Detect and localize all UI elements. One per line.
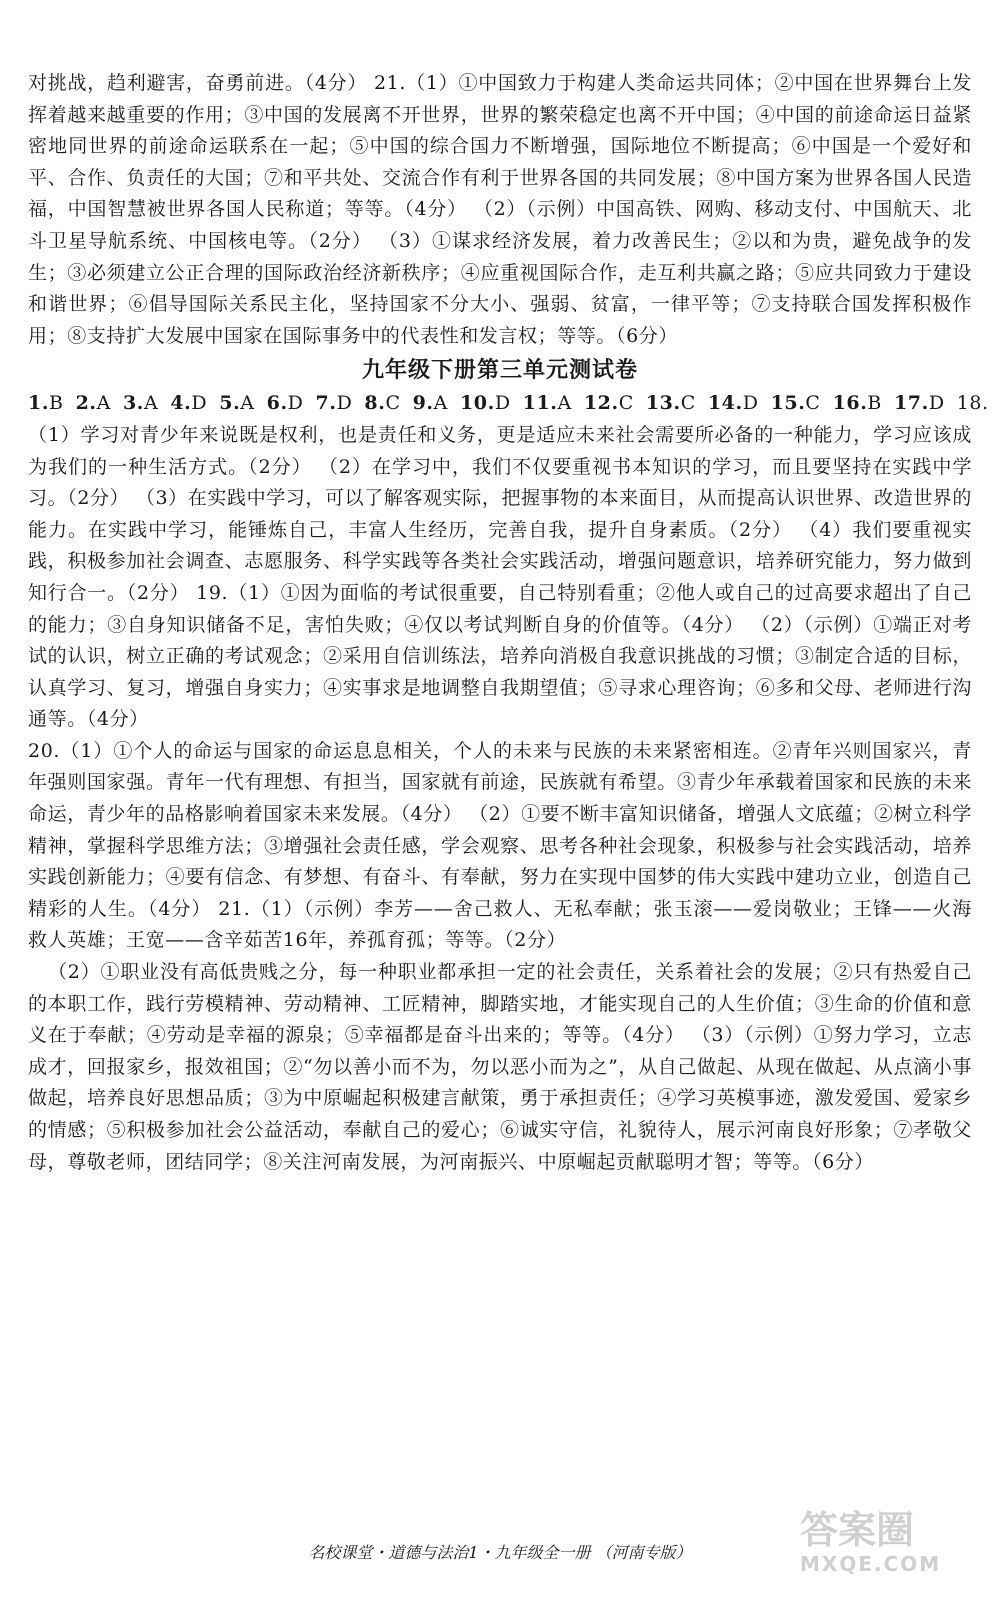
mc-question-number: 2. xyxy=(75,392,97,415)
mc-answer xyxy=(894,392,945,414)
mc-answer xyxy=(708,392,759,414)
mc-answer xyxy=(646,392,696,414)
mc-question-number: 14. xyxy=(707,392,743,415)
mc-question-number: 1. xyxy=(28,392,50,415)
mc-question-number: 10. xyxy=(459,392,495,415)
mc-answer-letter: D xyxy=(928,392,945,415)
section-title: 九年级下册第三单元测试卷 xyxy=(361,358,638,384)
mc-question-number: 13. xyxy=(645,392,681,415)
mc-question-number: 11. xyxy=(522,392,558,415)
mc-answer xyxy=(219,392,254,414)
mc-answer xyxy=(413,392,448,414)
mc-question-number: 4. xyxy=(170,392,192,415)
mc-answer xyxy=(316,392,353,414)
mc-question-number: 8. xyxy=(364,392,386,415)
page-footer: 名校课堂・道德与法治1・九年级全一册 （河南专版） xyxy=(308,1543,692,1562)
mc-answer-letter: D xyxy=(191,392,208,415)
mc-question-number: 7. xyxy=(315,392,337,415)
mc-question-number: 16. xyxy=(832,392,868,415)
mc-answer-letter: A xyxy=(96,392,111,415)
mc-answer-letter: C xyxy=(618,392,634,415)
answer-block-q21-part2-3: （2）①职业没有高低贵贱之分，每一种职业都承担一定的社会责任，关系着社会的发展；②只有热爱自己的本职工作，践行劳模精神、劳动精神、工匠精神，脚踏实地，才能实现自己的人生价值；③生命的价值和意义在于奉献；④劳动是幸福的源泉；⑤幸福都是奋斗出来的；等等。（4分） （3）（示例）①努力学习，立志成才，回报家乡，报效祖国；②“勿以善小而不为，勿以恶小而为之”，从自己做起、从现在做起、从点滴小事做起，培养良好思想品质；③为中原崛起积极建言献策，勇于承担责任；④学习英模事迹，激发爱国、爱家乡的情感；⑤积极参加社会公益活动，奉献自己的爱心；⑥诚实守信，礼貌待人，展示河南良好形象；⑦孝敬父母，尊敬老师，团结同学；⑧关注河南发展，为河南振兴、中原崛起贡献聪明才智；等等。（6分） xyxy=(28,961,972,1173)
mc-answer-letter: A xyxy=(144,392,159,415)
mc-answer xyxy=(771,392,821,414)
mc-answer-letter: B xyxy=(867,392,882,415)
mc-answer xyxy=(364,392,400,414)
answer-block-q21-continued: 对挑战，趋利避害，奋勇前进。（4分） 21.（1）①中国致力于构建人类命运共同体；②中国在世界舞台上发挥着越来越重要的作用；③中国的发展离不开世界，世界的繁荣稳定也离不开中国；④中国的前途命运日益紧密地同世界的前途命运联系在一起；⑤中国的综合国力不断增强，国际地位不断提高；⑥中国是一个爱好和平、合作、负责任的大国；⑦和平共处、交流合作有利于世界各国的共同发展；⑧中国方案为世界各国人民造福，中国智慧被世界各国人民称道；等等。（4分） （2）（示例）中国高铁、网购、移动支付、中国航天、北斗卫星导航系统、中国核电等。（2分） （3）①谋求经济发展，着力改善民生；②以和为贵，避免战争的发生；③必须建立公正合理的国际政治经济新秩序；④应重视国际合作，走互利共赢之路；⑤应共同致力于建设和谐世界；⑥倡导国际关系民主化，坚持国家不分大小、强弱、贫富，一律平等；⑦支持联合国发挥积极作用；⑧支持扩大发展中国家在国际事务中的代表性和发言权；等等。（6分） xyxy=(28,72,972,347)
mc-question-number: 3. xyxy=(122,392,145,415)
mc-answer xyxy=(460,392,511,414)
mc-answer-letter: A xyxy=(240,392,255,415)
mc-answer-letter: C xyxy=(385,392,401,415)
mc-answer xyxy=(523,392,572,414)
mc-answer-letter: D xyxy=(287,392,304,415)
watermark-logo-text: 答案圈 xyxy=(800,1508,915,1552)
mc-question-number: 17. xyxy=(893,392,929,415)
answer-block-q18-q19: 18.（1）学习对青少年来说既是权利，也是责任和义务，更是适应未来社会需要所必备的一种能力，学习应该成为我们的一种生活方式。（2分） （2）在学习中，我们不仅要重视书本知识的学习，而且要坚持在实践中学习。（2分） （3）在实践中学习，可以了解客观实际，把握事物的本来面目，从而提高认识世界、改造世界的能力。在实践中学习，能锤炼自己，丰富人生经历，完善自我，提升自身素质。（2分） （4）我们要重视实践，积极参加社会调查、志愿服务、科学实践等各类社会实践活动，增强问题意识，培养研究能力，努力做到知行合一。（2分） 19.（1）①因为面临的考试很重要，自己特别看重；②他人或自己的过高要求超出了自己的能力；③自身知识储备不足，害怕失败；④仅以考试判断自身的价值等。（4分） （2）（示例）①端正对考试的认识，树立正确的考试观念；②采用自信训练法，培养向消极自我意识挑战的习惯；③制定合适的目标，认真学习、复习，增强自身实力；④实事求是地调整自我期望值；⑤寻求心理咨询；⑥多和父母、老师进行沟通等。（4分） xyxy=(28,392,989,731)
answer-block-q20-q21: 20.（1）①个人的命运与国家的命运息息相关，个人的未来与民族的未来紧密相连。②青年兴则国家兴，青年强则国家强。青年一代有理想、有担当，国家就有前途，民族就有希望。③青少年承载着国家和民族的未来命运，青少年的品格影响着国家未来发展。（4分） （2）①要不断丰富知识储备，增强人文底蕴；②树立科学精神，掌握科学思维方法；③增强社会责任感，学会观察、思考各种社会现象，积极参与社会实践活动，培养实践创新能力；④要有信念、有梦想、有奋斗、有奉献，努力在实现中国梦的伟大实践中建功立业，创造自己精彩的人生。（4分） 21.（1）（示例）李芳——舍己救人、无私奉献；张玉滚——爱岗敬业；王锋——火海救人英雄；王宽——含辛茹苦16年，养孤育孤；等等。（2分） xyxy=(28,739,972,952)
watermark-logo xyxy=(800,1508,990,1590)
multiple-choice-answers xyxy=(28,388,989,736)
mc-answer-letter: C xyxy=(805,392,821,415)
mc-question-number: 12. xyxy=(583,392,619,415)
watermark-domain: MXQE.COM xyxy=(800,1552,942,1576)
mc-answer xyxy=(76,392,111,414)
mc-answer xyxy=(28,392,64,414)
mc-answer xyxy=(584,392,634,414)
mc-answer xyxy=(267,392,304,414)
mc-question-number: 5. xyxy=(219,392,241,415)
mc-answer xyxy=(123,392,158,414)
mc-answer-letter: A xyxy=(433,392,448,415)
mc-answer-letter: D xyxy=(494,392,511,415)
mc-answer-letter: D xyxy=(336,392,353,415)
mc-answer-letter: A xyxy=(557,392,572,415)
mc-answer-letter: B xyxy=(49,392,64,415)
mc-question-number: 6. xyxy=(266,392,288,415)
mc-question-number: 15. xyxy=(770,392,806,415)
mc-answer-letter: C xyxy=(680,392,696,415)
mc-question-number: 9. xyxy=(412,392,434,415)
mc-answer-letter: D xyxy=(742,392,759,415)
mc-answer xyxy=(833,392,882,414)
mc-answer xyxy=(170,392,207,414)
